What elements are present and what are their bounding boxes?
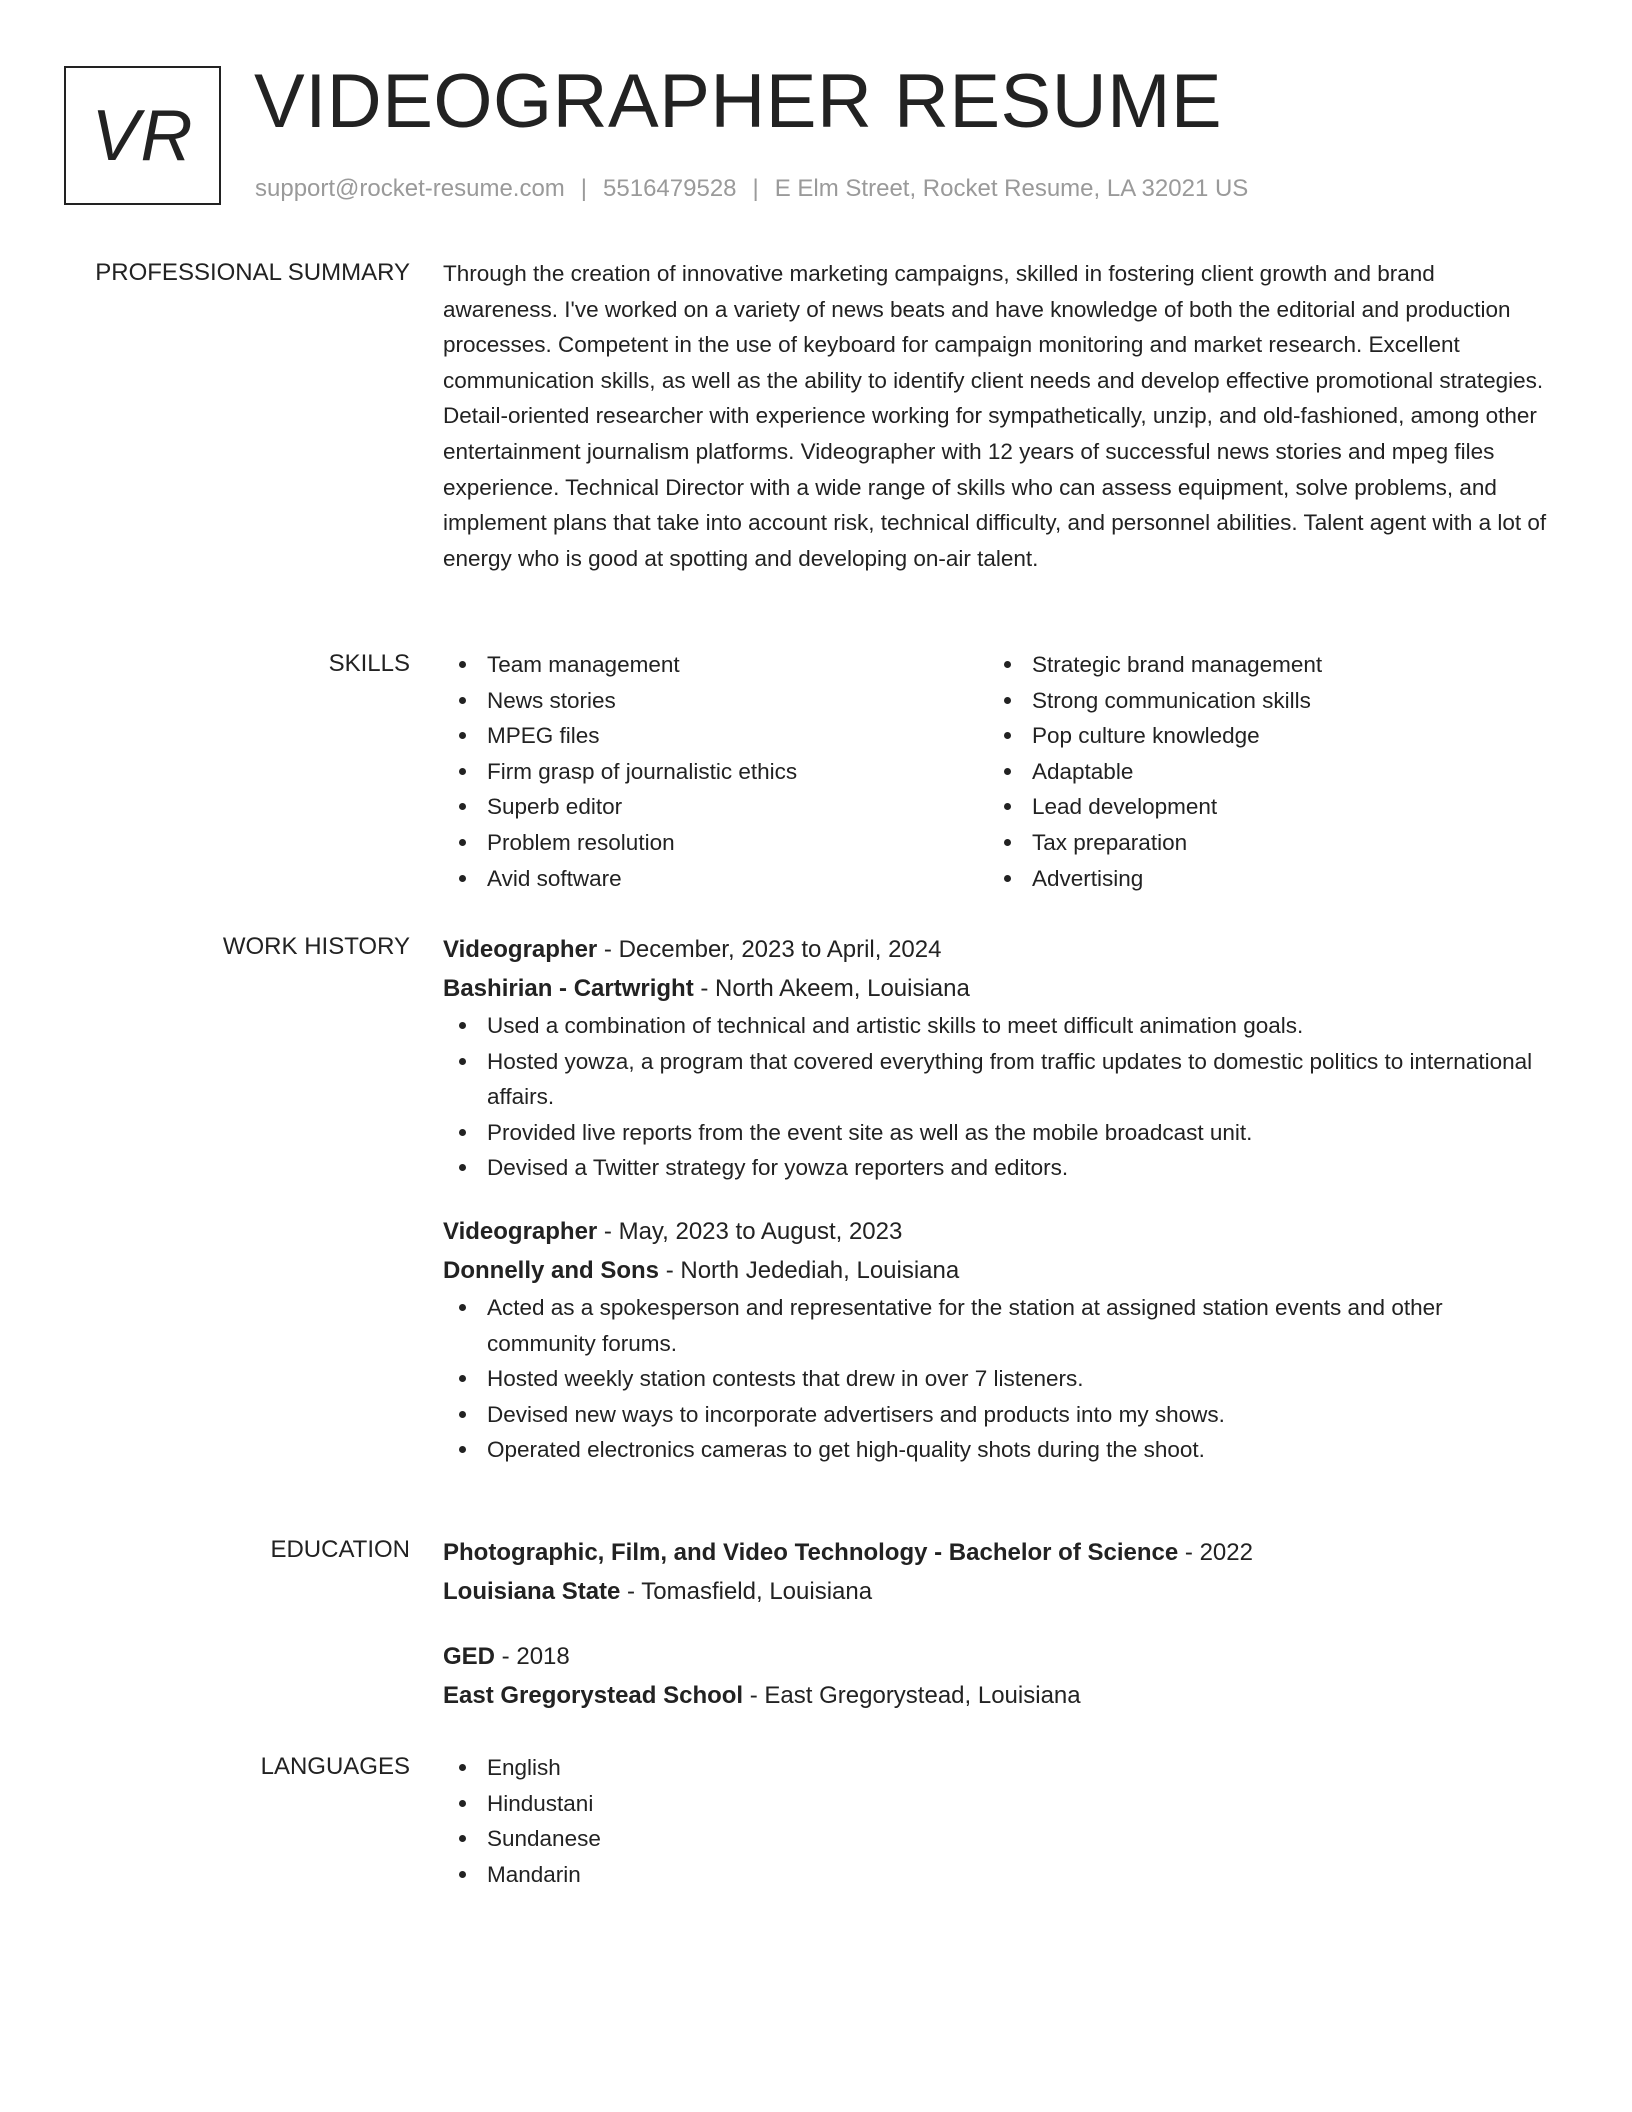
skills-list-left	[443, 647, 988, 896]
job-company: Donnelly and Sons	[443, 1256, 660, 1284]
job-bullet: Operated electronics cameras to get high-quality shots during the shoot.	[443, 1432, 1553, 1468]
job-bullet: Acted as a spokesperson and representative for the station at assigned station events and other community forums.	[443, 1290, 1553, 1361]
education-body	[443, 1533, 1553, 1715]
job-company-line	[443, 969, 1553, 1008]
monogram-box	[64, 66, 221, 205]
job-title-line	[443, 930, 1553, 969]
skills-columns	[443, 647, 1553, 896]
skills-body	[443, 647, 1553, 896]
skill-item: Strong communication skills	[988, 683, 1533, 719]
section-label-education: EDUCATION	[270, 1536, 410, 1563]
summary-body	[443, 256, 1553, 576]
languages-list	[443, 1750, 1553, 1892]
skill-item: Advertising	[988, 861, 1533, 897]
skill-item: Adaptable	[988, 754, 1533, 790]
skill-item: Firm grasp of journalistic ethics	[443, 754, 988, 790]
job-location: - North Jedediah, Louisiana	[659, 1256, 960, 1284]
education-school-line	[443, 1676, 1553, 1715]
job-entry	[443, 930, 1553, 1186]
education-location: - Tomasfield, Louisiana	[620, 1578, 873, 1605]
skill-item: Lead development	[988, 789, 1533, 825]
job-dates: - December, 2023 to April, 2024	[597, 936, 942, 963]
job-bullet: Hosted yowza, a program that covered everything from traffic updates to domestic politics to international affairs.	[443, 1044, 1553, 1115]
contact-separator: |	[752, 175, 759, 202]
section-label-summary: PROFESSIONAL SUMMARY	[95, 259, 410, 286]
education-year: - 2018	[495, 1643, 570, 1670]
contact-separator: |	[580, 175, 588, 202]
job-bullet: Devised new ways to incorporate advertisers and products into my shows.	[443, 1397, 1553, 1433]
skill-item: Superb editor	[443, 789, 988, 825]
languages-body	[443, 1750, 1553, 1892]
education-school: East Gregorystead School	[443, 1682, 744, 1709]
contact-phone: 5516479528	[603, 175, 737, 202]
skill-item: Avid software	[443, 861, 988, 897]
skill-item: Strategic brand management	[988, 647, 1533, 683]
skill-item: MPEG files	[443, 718, 988, 754]
contact-line	[255, 175, 1248, 203]
education-school-line	[443, 1572, 1553, 1611]
skill-item: Problem resolution	[443, 825, 988, 861]
job-entry	[443, 1212, 1553, 1468]
skill-item: News stories	[443, 683, 988, 719]
language-item: Sundanese	[443, 1821, 1553, 1857]
education-year: - 2022	[1178, 1539, 1253, 1566]
education-degree-line	[443, 1637, 1553, 1676]
job-location: - North Akeem, Louisiana	[693, 975, 970, 1002]
job-bullet: Devised a Twitter strategy for yowza reporters and editors.	[443, 1150, 1553, 1186]
job-company-line	[443, 1251, 1553, 1290]
job-bullet: Used a combination of technical and artistic skills to meet difficult animation goals.	[443, 1008, 1553, 1044]
job-bullet: Hosted weekly station contests that drew in over 7 listeners.	[443, 1361, 1553, 1397]
job-title-line	[443, 1212, 1553, 1251]
contact-email: support@rocket-resume.com	[255, 175, 565, 202]
job-title: Videographer	[443, 936, 598, 963]
language-item: English	[443, 1750, 1553, 1786]
job-bullets	[443, 1290, 1553, 1468]
language-item: Hindustani	[443, 1786, 1553, 1822]
monogram-initials: VR	[91, 95, 194, 176]
skill-item: Tax preparation	[988, 825, 1533, 861]
skill-item: Team management	[443, 647, 988, 683]
summary-text: Through the creation of innovative marketing campaigns, skilled in fostering client growth and brand awareness. I've worked on a variety of news beats and have knowledge of both the editorial and production processes. Competent in the use of keyboard for campaign monitoring and market research. Excellent communication skills, as well as the ability to identify client needs and develop effective promotional strategies. Detail-oriented researcher with experience working for sympathetically, unzip, and old-fashioned, among other entertainment journalism platforms. Videographer with 12 years of successful news stories and mpeg files experience. Technical Director with a wide range of skills who can assess equipment, solve problems, and implement plans that take into account risk, technical difficulty, and personnel abilities. Talent agent with a lot of energy who is good at spotting and developing on-air talent.	[443, 261, 1547, 571]
education-entry	[443, 1533, 1553, 1611]
education-degree-line	[443, 1533, 1553, 1572]
contact-address: E Elm Street, Rocket Resume, LA 32021 US	[774, 175, 1249, 202]
work-body	[443, 930, 1553, 1468]
job-bullets	[443, 1008, 1553, 1186]
job-company: Bashirian - Cartwright	[443, 975, 694, 1002]
section-label-skills: SKILLS	[328, 650, 410, 677]
education-degree: GED	[443, 1643, 496, 1670]
job-dates: - May, 2023 to August, 2023	[597, 1217, 903, 1245]
education-location: - East Gregorystead, Louisiana	[743, 1682, 1081, 1709]
section-label-languages: LANGUAGES	[260, 1753, 410, 1780]
section-label-work: WORK HISTORY	[222, 933, 410, 960]
resume-title: VIDEOGRAPHER RESUME	[254, 59, 1223, 144]
job-bullet: Provided live reports from the event site as well as the mobile broadcast unit.	[443, 1115, 1553, 1151]
language-item: Mandarin	[443, 1857, 1553, 1893]
education-entry	[443, 1637, 1553, 1715]
education-degree: Photographic, Film, and Video Technology - Bachelor of Science	[443, 1539, 1179, 1566]
skills-list-right	[988, 647, 1533, 896]
skill-item: Pop culture knowledge	[988, 718, 1533, 754]
job-title: Videographer	[443, 1217, 598, 1245]
education-school: Louisiana State	[443, 1578, 621, 1605]
